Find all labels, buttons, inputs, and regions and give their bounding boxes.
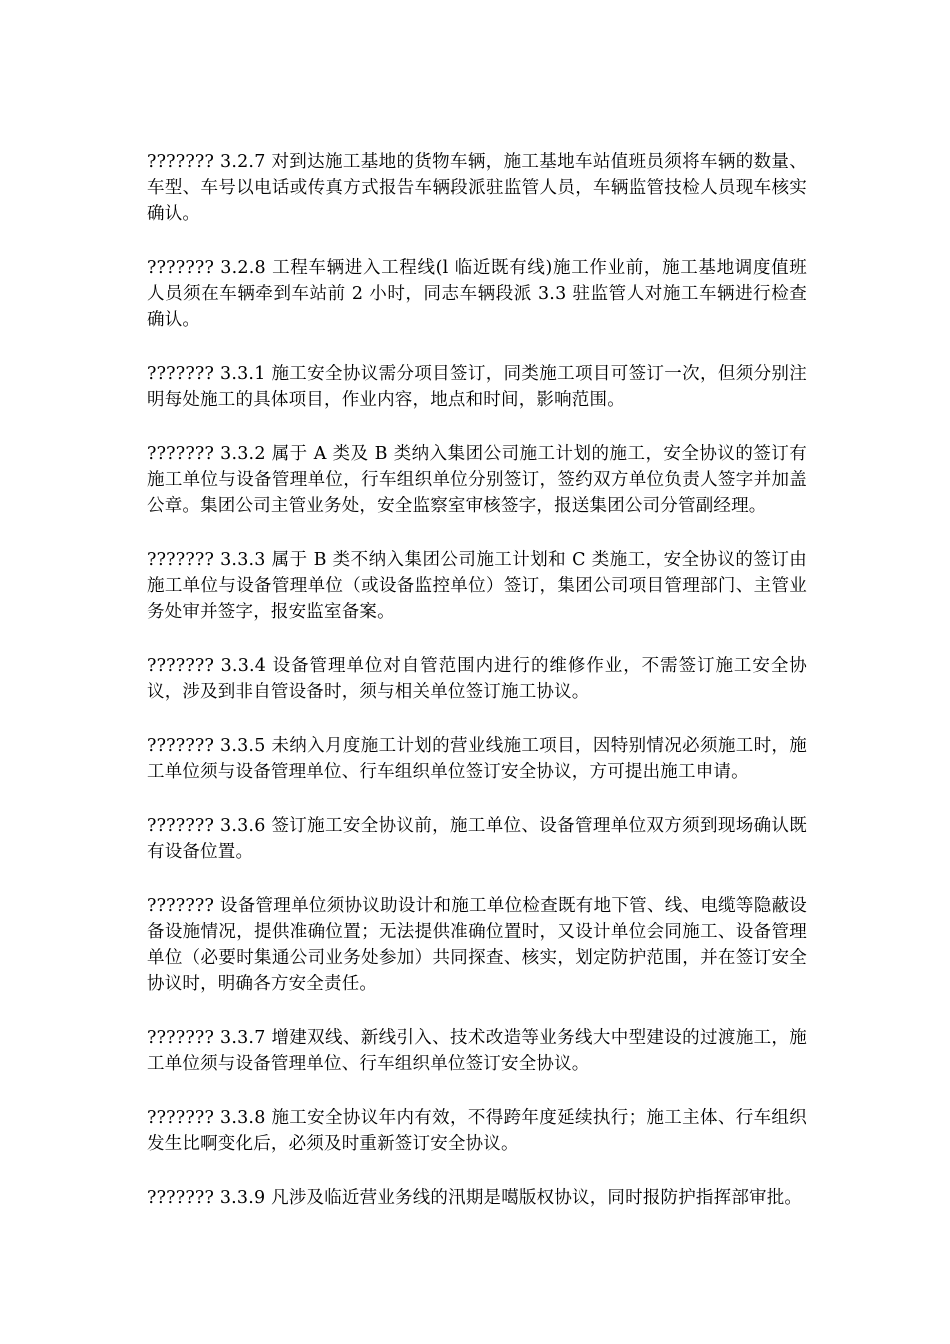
paragraph-3-3-8: ??????? 3.3.8 施工安全协议年内有效，不得跨年度延续执行；施工主体、行车组织发生比啊变化后，必须及时重新签订安全协议。 — [147, 1108, 807, 1154]
paragraph-3-3-4: ??????? 3.3.4 设备管理单位对自管范围内进行的维修作业，不需签订施工安全协议，涉及到非自管设备时，须与相关单位签订施工协议。 — [147, 656, 807, 702]
paragraph-3-3-3: ??????? 3.3.3 属于 B 类不纳入集团公司施工计划和 C 类施工，安全协议的签订由施工单位与设备管理单位（或设备监控单位）签订，集团公司项目管理部门、主管业务处审并签字，报安监室备案。 — [147, 550, 807, 622]
paragraph-equipment-inspection: ??????? 设备管理单位须协议助设计和施工单位检查既有地下管、线、电缆等隐蔽设备设施情况，提供准确位置；无法提供准确位置时，又设计单位会同施工、设备管理单位（必要时集通公司业务处参加）共同探查、核实，划定防护范围，并在签订安全协议时，明确各方安全责任。 — [147, 896, 807, 994]
paragraph-3-3-7: ??????? 3.3.7 增建双线、新线引入、技术改造等业务线大中型建设的过渡施工，施工单位须与设备管理单位、行车组织单位签订安全协议。 — [147, 1028, 807, 1074]
paragraph-3-3-1: ??????? 3.3.1 施工安全协议需分项目签订，同类施工项目可签订一次，但须分别注明每处施工的具体项目，作业内容，地点和时间，影响范围。 — [147, 364, 807, 410]
document-body — [147, 149, 807, 1239]
paragraph-3-3-9: ??????? 3.3.9 凡涉及临近营业务线的汛期是噶版权协议，同时报防护指挥部审批。 — [147, 1188, 803, 1208]
paragraph-3-2-7: ??????? 3.2.7 对到达施工基地的货物车辆，施工基地车站值班员须将车辆的数量、车型、车号以电话或传真方式报告车辆段派驻监管人员，车辆监管技检人员现车核实确认。 — [147, 152, 807, 224]
paragraph-3-2-8: ??????? 3.2.8 工程车辆进入工程线(l 临近既有线)施工作业前，施工基地调度值班人员须在车辆牵到车站前 2 小时，同志车辆段派 3.3 驻监管人对施工车辆进行检查确认。 — [147, 258, 807, 330]
paragraph-3-3-6: ??????? 3.3.6 签订施工安全协议前，施工单位、设备管理单位双方须到现场确认既有设备位置。 — [147, 816, 807, 862]
paragraph-3-3-5: ??????? 3.3.5 未纳入月度施工计划的营业线施工项目，因特别情况必须施工时，施工单位须与设备管理单位、行车组织单位签订安全协议，方可提出施工申请。 — [147, 736, 807, 782]
paragraph-3-3-2: ??????? 3.3.2 属于 A 类及 B 类纳入集团公司施工计划的施工，安全协议的签订有施工单位与设备管理单位，行车组织单位分别签订，签约双方单位负责人签字并加盖公章。集团公司主管业务处，安全监察室审核签字，报送集团公司分管副经理。 — [147, 444, 807, 516]
